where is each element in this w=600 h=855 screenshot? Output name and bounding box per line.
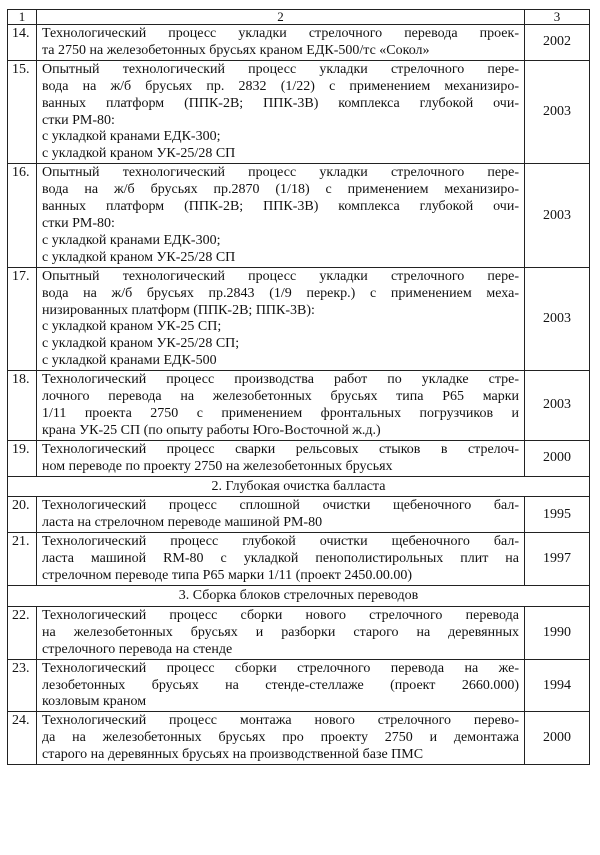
description-line: Опытный технологический процесс укладки стрелочного пере-	[42, 165, 519, 181]
table-row	[8, 712, 590, 765]
table-body	[8, 10, 590, 765]
description-line: вода на ж/б брусьях пр.2843 (1/9 перекр.) с применением меха-	[42, 285, 519, 301]
description-line: с укладкой кранами ЕДК-500	[42, 353, 217, 369]
table-row	[8, 25, 590, 61]
table-row	[8, 164, 590, 267]
row-year: 1994	[525, 659, 590, 712]
row-description	[37, 440, 525, 476]
description-line: с укладкой кранами ЕДК-300;	[42, 232, 221, 248]
description-line: с укладкой кранами ЕДК-300;	[42, 129, 221, 145]
description-line: на железобетонных брусьях и разборки старого на деревянных	[42, 624, 519, 640]
description-line: ванных платформ (ППК-2В; ППК-3В) комплекса глубокой очи-	[42, 95, 519, 111]
description-line: лочного перевода на железобетонных брусьях типа Р65 марки	[42, 389, 519, 405]
row-number: 20.	[8, 497, 37, 533]
row-number: 16.	[8, 164, 37, 267]
description-line: Опытный технологический процесс укладки стрелочного пере-	[42, 268, 519, 284]
description-line: Технологический процесс сборки нового стрелочного перевода	[42, 607, 519, 623]
description-line: ванных платформ (ППК-2В; ППК-3В) комплекса глубокой очи-	[42, 199, 519, 215]
row-year: 2000	[525, 712, 590, 765]
description-line: Технологический процесс укладки стрелочного перевода проек-	[42, 26, 519, 41]
row-description	[37, 60, 525, 163]
row-description	[37, 659, 525, 712]
header-col-1: 1	[8, 10, 37, 25]
description-line: лезобетонных брусьях на стенде-стеллаже (проект 2660.000)	[42, 677, 519, 693]
row-year: 2003	[525, 267, 590, 370]
description-line: да на железобетонных брусьях про проекту 2750 и демонтажа	[42, 730, 519, 746]
description-line: стки РМ-80:	[42, 112, 115, 128]
description-line: стрелочного перевода на стенде	[42, 641, 233, 657]
header-col-3: 3	[525, 10, 590, 25]
row-description	[37, 25, 525, 61]
row-description	[37, 371, 525, 441]
row-description	[37, 606, 525, 659]
table-row	[8, 606, 590, 659]
row-year: 1995	[525, 497, 590, 533]
description-line: стрелочном переводе типа Р65 марки 1/11 (проект 2450.00.00)	[42, 568, 413, 584]
table-row	[8, 60, 590, 163]
description-line: Технологический процесс сплошной очистки щебеночного бал-	[42, 498, 519, 514]
header-row	[8, 10, 590, 25]
description-line: ласта на стрелочном переводе машиной РМ-80	[42, 515, 323, 531]
description-line: Технологический процесс глубокой очистки щебеночного бал-	[42, 534, 519, 550]
description-line: Опытный технологический процесс укладки стрелочного пере-	[42, 61, 519, 77]
row-number: 23.	[8, 659, 37, 712]
row-number: 22.	[8, 606, 37, 659]
description-line: Технологический процесс сварки рельсовых стыков в стрелоч-	[42, 441, 519, 457]
description-line: стки РМ-80:	[42, 215, 115, 231]
description-line: та 2750 на железобетонных брусьях краном ЕДК-500/тс «Сокол»	[42, 42, 430, 58]
row-description	[37, 267, 525, 370]
description-line: с укладкой краном УК-25 СП;	[42, 319, 222, 335]
row-number: 24.	[8, 712, 37, 765]
row-year: 2000	[525, 440, 590, 476]
row-year: 2003	[525, 164, 590, 267]
description-line: 1/11 проекта 2750 с применением фронтальных погрузчиков и	[42, 405, 519, 421]
table-row	[8, 440, 590, 476]
description-line: с укладкой краном УК-25/28 СП;	[42, 336, 240, 352]
description-line: ласта машиной RM-80 с укладкой пенополистирольных плит на	[42, 551, 519, 567]
row-number: 17.	[8, 267, 37, 370]
row-description	[37, 164, 525, 267]
row-number: 21.	[8, 533, 37, 586]
row-number: 14.	[8, 25, 37, 61]
description-line: с укладкой краном УК-25/28 СП	[42, 249, 236, 265]
description-line: с укладкой краном УК-25/28 СП	[42, 146, 236, 162]
description-line: козловым краном	[42, 694, 147, 710]
section-header-row	[8, 476, 590, 497]
description-line: Технологический процесс производства работ по укладке стре-	[42, 372, 519, 388]
row-description	[37, 497, 525, 533]
row-description	[37, 533, 525, 586]
description-line: низированных платформ (ППК-2В; ППК-3В):	[42, 302, 315, 318]
row-number: 18.	[8, 371, 37, 441]
description-line: ном переводе по проекту 2750 на железобетонных брусьях	[42, 458, 393, 474]
description-line: крана УК-25 СП (по опыту работы Юго-Восточной ж.д.)	[42, 422, 381, 438]
row-year: 2002	[525, 25, 590, 61]
row-year: 2003	[525, 60, 590, 163]
row-description	[37, 712, 525, 765]
description-line: вода на ж/б брусьях пр.2870 (1/18) с применением механизиро-	[42, 182, 519, 198]
description-line: Технологический процесс сборки стрелочного перевода на же-	[42, 660, 519, 676]
description-line: вода на ж/б брусьях пр. 2832 (1/22) с применением механизиро-	[42, 78, 519, 94]
row-year: 1997	[525, 533, 590, 586]
row-number: 15.	[8, 60, 37, 163]
row-year: 2003	[525, 371, 590, 441]
table-row	[8, 533, 590, 586]
table-row	[8, 659, 590, 712]
description-line: Технологический процесс монтажа нового стрелочного перево-	[42, 713, 519, 729]
section-header-row	[8, 586, 590, 607]
table-row	[8, 497, 590, 533]
row-year: 1990	[525, 606, 590, 659]
section-title: 3. Сборка блоков стрелочных переводов	[8, 586, 590, 607]
table-row	[8, 371, 590, 441]
process-table	[7, 9, 590, 765]
table-row	[8, 267, 590, 370]
description-line: старого на деревянных брусьях на производственной базе ПМС	[42, 747, 424, 763]
header-col-2: 2	[37, 10, 525, 25]
section-title: 2. Глубокая очистка балласта	[8, 476, 590, 497]
row-number: 19.	[8, 440, 37, 476]
